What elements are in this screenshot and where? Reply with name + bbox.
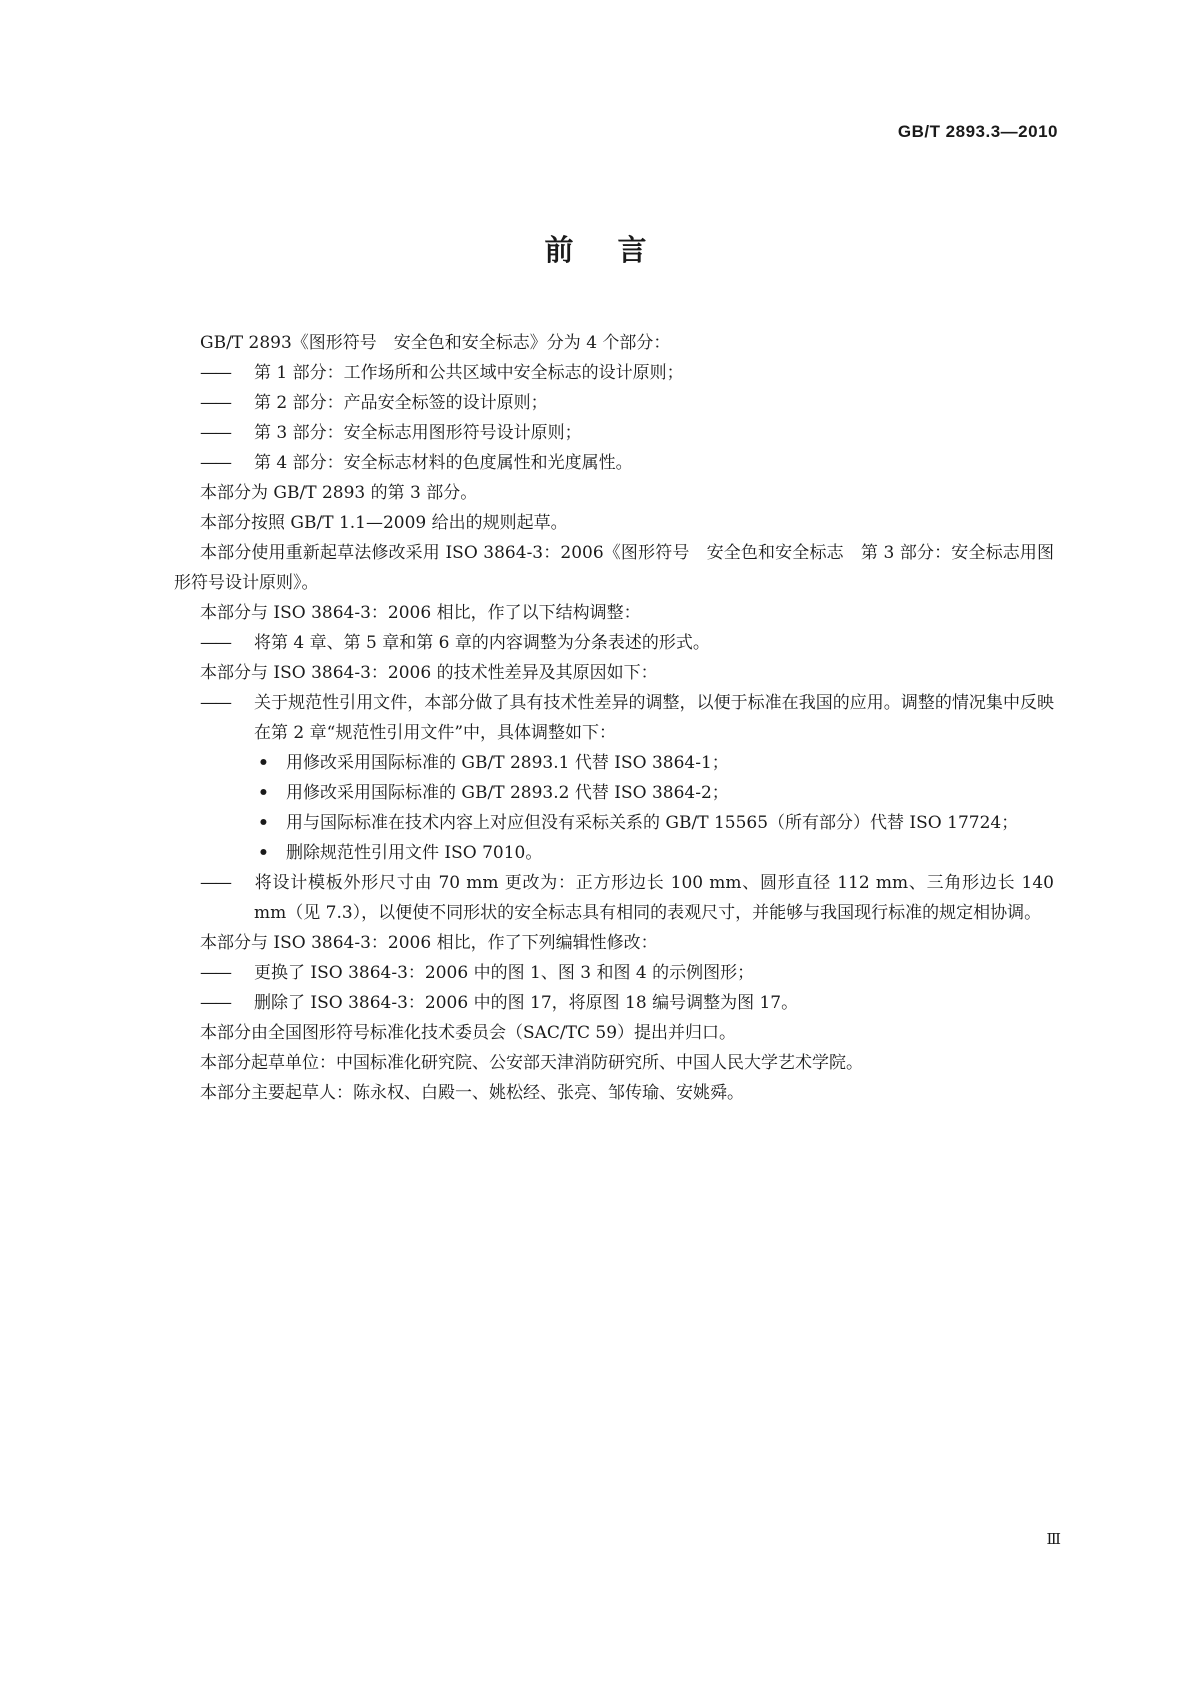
list-item-part2 — [174, 388, 1054, 418]
dash-mark: —— — [200, 963, 230, 983]
page-number: Ⅲ — [1046, 1530, 1061, 1548]
paragraph-intro: GB/T 2893《图形符号 安全色和安全标志》分为 4 个部分： — [200, 333, 671, 353]
bullet-mark: • — [258, 813, 269, 833]
list-item-tech2 — [174, 868, 1054, 928]
list-item-part1 — [174, 358, 1054, 388]
paragraph-tech-intro: 本部分与 ISO 3864-3：2006 的技术性差异及其原因如下： — [200, 663, 658, 683]
dash-mark: —— — [200, 363, 230, 383]
list-item-text: 将第 4 章、第 5 章和第 6 章的内容调整为分条表述的形式。 — [254, 633, 710, 653]
bullet-mark: • — [258, 843, 269, 863]
list-item-tech1 — [174, 688, 1054, 748]
paragraph-edit-intro: 本部分与 ISO 3864-3：2006 相比，作了下列编辑性修改： — [200, 933, 658, 953]
dash-mark: —— — [200, 453, 230, 473]
bullet-item-1 — [174, 748, 1054, 778]
list-item-part4 — [174, 448, 1054, 478]
dash-mark: —— — [200, 633, 230, 653]
dash-mark: —— — [200, 873, 230, 893]
list-item-text: 第 3 部分：安全标志用图形符号设计原则； — [254, 423, 582, 443]
list-item-edit1 — [174, 958, 1054, 988]
standard-code: GB/T 2893.3—2010 — [897, 122, 1058, 141]
paragraph-this-part: 本部分为 GB/T 2893 的第 3 部分。 — [200, 483, 478, 503]
bullet-mark: • — [258, 753, 269, 773]
list-item-text: 删除了 ISO 3864-3：2006 中的图 17，将原图 18 编号调整为图 17。 — [254, 993, 799, 1013]
list-item-text: 将设计模板外形尺寸由 70 mm 更改为：正方形边长 100 mm、圆形直径 112 mm、三角形边长 140 mm（见 7.3），以便使不同形状的安全标志具有相同的表观尺寸，并能够与我国现行标准的规定相协调。 — [254, 873, 1054, 923]
bullet-text: 用修改采用国际标准的 GB/T 2893.2 代替 ISO 3864-2； — [286, 783, 729, 803]
paragraph-proposed-by: 本部分由全国图形符号标准化技术委员会（SAC/TC 59）提出并归口。 — [200, 1023, 737, 1043]
dash-mark: —— — [200, 693, 230, 713]
paragraph-structure-intro: 本部分与 ISO 3864-3：2006 相比，作了以下结构调整： — [200, 603, 641, 623]
paragraph-drafting-rules: 本部分按照 GB/T 1.1—2009 给出的规则起草。 — [200, 513, 568, 533]
bullet-text: 用与国际标准在技术内容上对应但没有采标关系的 GB/T 15565（所有部分）代替 ISO 17724； — [286, 813, 1019, 833]
list-item-text: 关于规范性引用文件，本部分做了具有技术性差异的调整，以便于标准在我国的应用。调整的情况集中反映在第 2 章“规范性引用文件”中，具体调整如下： — [254, 693, 1054, 743]
list-item-text: 第 4 部分：安全标志材料的色度属性和光度属性。 — [254, 453, 633, 473]
dash-mark: —— — [200, 993, 230, 1013]
bullet-item-4 — [174, 838, 1054, 868]
list-item-text: 更换了 ISO 3864-3：2006 中的图 1、图 3 和图 4 的示例图形； — [254, 963, 755, 983]
paragraph-drafters: 本部分主要起草人：陈永权、白殿一、姚松经、张亮、邹传瑜、安姚舜。 — [200, 1083, 744, 1103]
bullet-text: 用修改采用国际标准的 GB/T 2893.1 代替 ISO 3864-1； — [286, 753, 729, 773]
list-item-text: 第 1 部分：工作场所和公共区域中安全标志的设计原则； — [254, 363, 684, 383]
page-title: 前言 — [544, 233, 691, 267]
list-item-structure — [174, 628, 1054, 658]
list-item-part3 — [174, 418, 1054, 448]
document-body — [174, 328, 1054, 1108]
bullet-text: 删除规范性引用文件 ISO 7010。 — [286, 843, 543, 863]
list-item-edit2 — [174, 988, 1054, 1018]
bullet-item-3 — [174, 808, 1054, 838]
dash-mark: —— — [200, 393, 230, 413]
paragraph-drafting-units: 本部分起草单位：中国标准化研究院、公安部天津消防研究所、中国人民大学艺术学院。 — [200, 1053, 863, 1073]
list-item-text: 第 2 部分：产品安全标签的设计原则； — [254, 393, 548, 413]
bullet-item-2 — [174, 778, 1054, 808]
bullet-mark: • — [258, 783, 269, 803]
paragraph-adoption: 本部分使用重新起草法修改采用 ISO 3864-3：2006《图形符号 安全色和安全标志 第 3 部分：安全标志用图形符号设计原则》。 — [174, 543, 1054, 593]
dash-mark: —— — [200, 423, 230, 443]
